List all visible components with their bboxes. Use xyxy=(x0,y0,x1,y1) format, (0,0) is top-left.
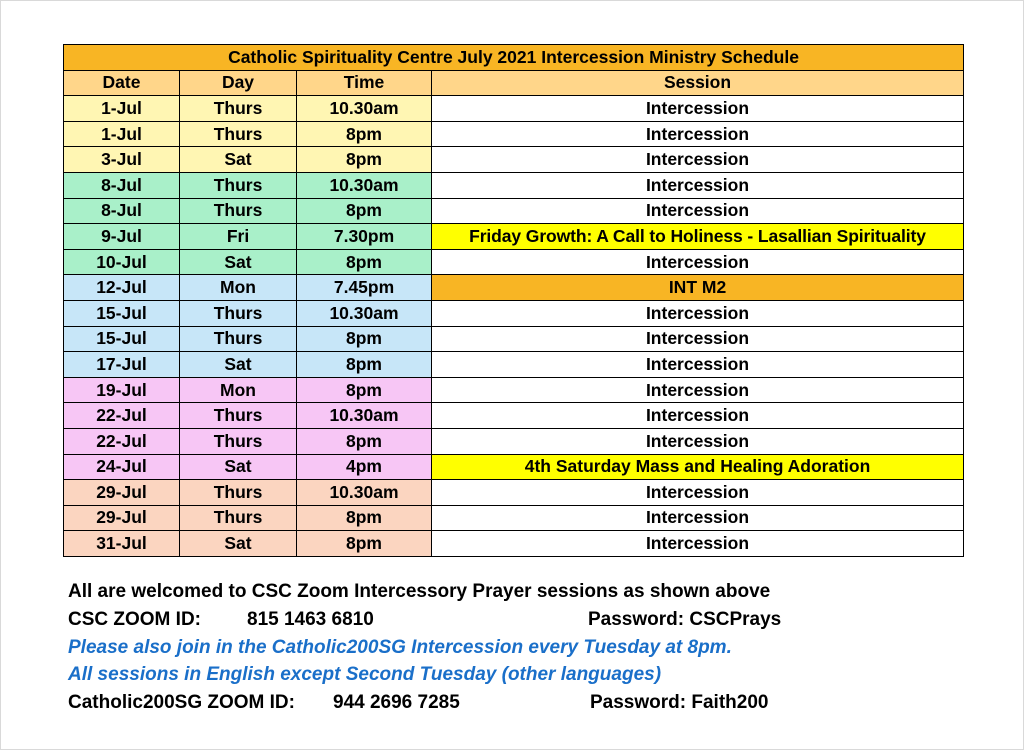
date-cell: 1-Jul xyxy=(64,96,180,122)
time-cell: 8pm xyxy=(297,352,432,378)
session-cell: Intercession xyxy=(432,147,964,173)
schedule-table xyxy=(63,44,964,557)
table-row xyxy=(64,147,964,173)
session-cell: Intercession xyxy=(432,531,964,557)
day-cell: Thurs xyxy=(180,480,297,506)
schedule-body xyxy=(64,96,964,557)
table-row xyxy=(64,249,964,275)
table-row xyxy=(64,121,964,147)
date-cell: 8-Jul xyxy=(64,172,180,198)
c200-zoom-line xyxy=(68,692,769,714)
day-cell: Sat xyxy=(180,454,297,480)
session-cell: Intercession xyxy=(432,121,964,147)
day-cell: Sat xyxy=(180,531,297,557)
session-cell: Intercession xyxy=(432,300,964,326)
session-cell: 4th Saturday Mass and Healing Adoration xyxy=(432,454,964,480)
time-cell: 7.45pm xyxy=(297,275,432,301)
day-cell: Mon xyxy=(180,377,297,403)
session-cell: INT M2 xyxy=(432,275,964,301)
day-cell: Thurs xyxy=(180,403,297,429)
day-cell: Thurs xyxy=(180,428,297,454)
time-cell: 8pm xyxy=(297,505,432,531)
schedule-title: Catholic Spirituality Centre July 2021 Intercession Ministry Schedule xyxy=(64,45,964,71)
date-cell: 19-Jul xyxy=(64,377,180,403)
time-cell: 8pm xyxy=(297,147,432,173)
table-row xyxy=(64,326,964,352)
tuesday-note: Please also join in the Catholic200SG Intercession every Tuesday at 8pm. xyxy=(68,637,732,658)
day-cell: Thurs xyxy=(180,172,297,198)
table-row xyxy=(64,224,964,250)
day-cell: Mon xyxy=(180,275,297,301)
csc-zoom-line xyxy=(68,609,782,631)
c200-zoom-label: Catholic200SG ZOOM ID: xyxy=(68,692,295,713)
session-cell: Intercession xyxy=(432,480,964,506)
table-row xyxy=(64,172,964,198)
session-cell: Intercession xyxy=(432,198,964,224)
day-cell: Thurs xyxy=(180,198,297,224)
session-cell: Friday Growth: A Call to Holiness - Lasallian Spirituality xyxy=(432,224,964,250)
time-cell: 8pm xyxy=(297,121,432,147)
table-row xyxy=(64,480,964,506)
time-cell: 8pm xyxy=(297,249,432,275)
date-cell: 24-Jul xyxy=(64,454,180,480)
day-cell: Sat xyxy=(180,147,297,173)
date-cell: 17-Jul xyxy=(64,352,180,378)
date-cell: 9-Jul xyxy=(64,224,180,250)
date-cell: 8-Jul xyxy=(64,198,180,224)
time-cell: 8pm xyxy=(297,326,432,352)
time-cell: 8pm xyxy=(297,377,432,403)
session-cell: Intercession xyxy=(432,352,964,378)
time-cell: 4pm xyxy=(297,454,432,480)
date-cell: 12-Jul xyxy=(64,275,180,301)
day-cell: Thurs xyxy=(180,326,297,352)
date-cell: 29-Jul xyxy=(64,505,180,531)
table-row xyxy=(64,198,964,224)
session-cell: Intercession xyxy=(432,172,964,198)
session-cell: Intercession xyxy=(432,326,964,352)
table-row xyxy=(64,377,964,403)
date-cell: 31-Jul xyxy=(64,531,180,557)
day-cell: Fri xyxy=(180,224,297,250)
date-cell: 22-Jul xyxy=(64,403,180,429)
session-cell: Intercession xyxy=(432,428,964,454)
date-cell: 3-Jul xyxy=(64,147,180,173)
date-cell: 15-Jul xyxy=(64,300,180,326)
table-row xyxy=(64,96,964,122)
schedule-title-row xyxy=(64,45,964,71)
header-row xyxy=(64,70,964,96)
time-cell: 8pm xyxy=(297,428,432,454)
table-row xyxy=(64,531,964,557)
table-row xyxy=(64,352,964,378)
day-cell: Sat xyxy=(180,352,297,378)
time-cell: 10.30am xyxy=(297,403,432,429)
table-row xyxy=(64,403,964,429)
session-cell: Intercession xyxy=(432,96,964,122)
session-cell: Intercession xyxy=(432,403,964,429)
csc-zoom-label: CSC ZOOM ID: xyxy=(68,609,201,630)
table-row xyxy=(64,505,964,531)
csc-password: Password: CSCPrays xyxy=(588,609,782,630)
c200-zoom-id: 944 2696 7285 xyxy=(333,692,460,713)
session-cell: Intercession xyxy=(432,505,964,531)
date-cell: 22-Jul xyxy=(64,428,180,454)
day-cell: Thurs xyxy=(180,121,297,147)
time-cell: 10.30am xyxy=(297,300,432,326)
day-cell: Sat xyxy=(180,249,297,275)
day-cell: Thurs xyxy=(180,96,297,122)
header-time: Time xyxy=(297,70,432,96)
header-session: Session xyxy=(432,70,964,96)
day-cell: Thurs xyxy=(180,300,297,326)
time-cell: 10.30am xyxy=(297,172,432,198)
table-row xyxy=(64,454,964,480)
header-date: Date xyxy=(64,70,180,96)
welcome-text: All are welcomed to CSC Zoom Intercessory Prayer sessions as shown above xyxy=(68,581,771,602)
date-cell: 1-Jul xyxy=(64,121,180,147)
table-row xyxy=(64,428,964,454)
time-cell: 8pm xyxy=(297,198,432,224)
time-cell: 10.30am xyxy=(297,96,432,122)
date-cell: 15-Jul xyxy=(64,326,180,352)
table-row xyxy=(64,275,964,301)
csc-zoom-id: 815 1463 6810 xyxy=(247,609,374,630)
c200-password: Password: Faith200 xyxy=(590,692,769,713)
table-row xyxy=(64,300,964,326)
session-cell: Intercession xyxy=(432,377,964,403)
header-day: Day xyxy=(180,70,297,96)
time-cell: 8pm xyxy=(297,531,432,557)
day-cell: Thurs xyxy=(180,505,297,531)
language-note: All sessions in English except Second Tuesday (other languages) xyxy=(68,664,662,685)
time-cell: 10.30am xyxy=(297,480,432,506)
time-cell: 7.30pm xyxy=(297,224,432,250)
date-cell: 10-Jul xyxy=(64,249,180,275)
session-cell: Intercession xyxy=(432,249,964,275)
date-cell: 29-Jul xyxy=(64,480,180,506)
